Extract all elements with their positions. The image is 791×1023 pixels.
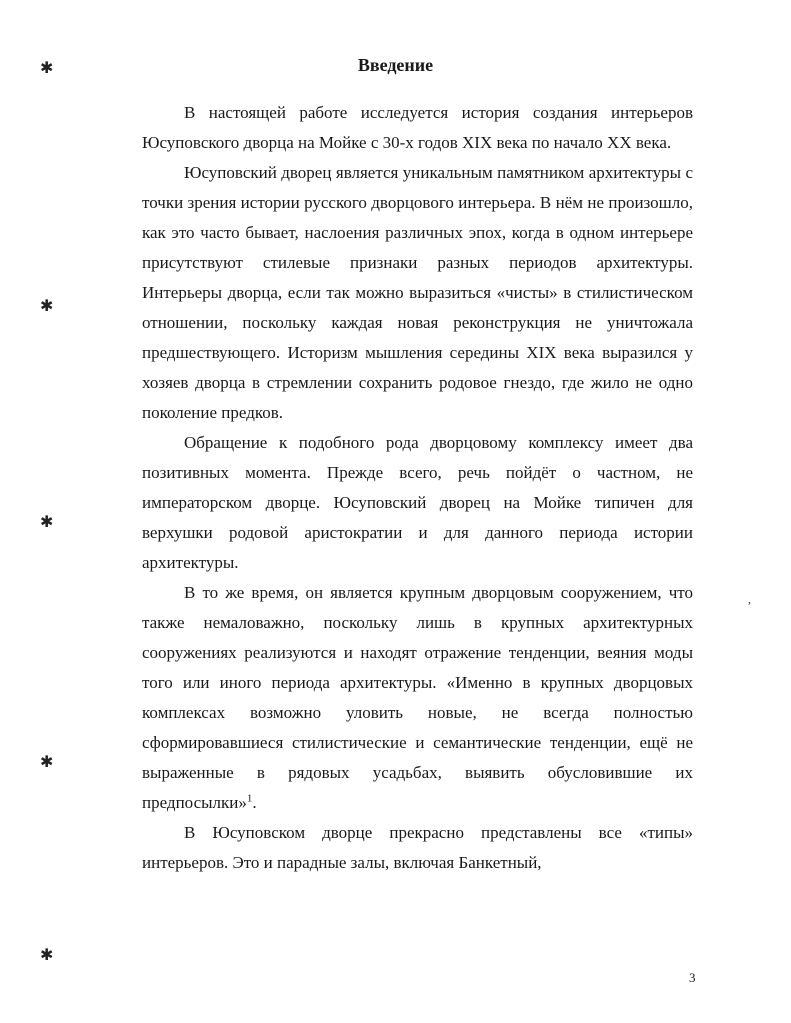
paragraph: В настоящей работе исследуется история создания интерьеров Юсуповского дворца на Мойке с 30-х годов XIX века по начало XX века. xyxy=(142,103,693,152)
margin-mark-icon: ✱ xyxy=(40,754,54,771)
paragraph-text: В то же время, он является крупным дворцовым сооружением, что также немаловажно, поскольку лишь в крупных архитектурных сооружениях реализуются и находят отражение тенденции, веяния моды того или иного периода архитектуры. «Именно в крупных дворцовых комплексах возможно уловить новые, не всегда полностью сформировавшиеся стилистические и семантические тенденции, ещё не выраженные в рядовых усадьбах, выявить обусловившие их предпосылки» xyxy=(142,583,693,812)
paragraph-end: . xyxy=(252,793,257,812)
page-number: 3 xyxy=(689,970,696,985)
body-text xyxy=(142,98,693,878)
margin-mark-icon: ✱ xyxy=(40,60,54,77)
margin-mark-icon: ✱ xyxy=(40,298,54,315)
paragraph: Обращение к подобного рода дворцовому комплексу имеет два позитивных момента. Прежде всего, речь пойдёт о частном, не императорском дворце. Юсуповский дворец на Мойке типичен для верхушки родовой аристократии и для данного периода истории архитектуры. xyxy=(142,433,693,572)
paragraph: В Юсуповском дворце прекрасно представлены все «типы» интерьеров. Это и парадные залы, включая Банкетный, xyxy=(142,823,693,872)
footnote-reference[interactable]: 1 xyxy=(246,792,253,805)
page-title: Введение xyxy=(357,55,434,75)
scan-speck: , xyxy=(748,592,751,606)
paragraph xyxy=(142,578,693,818)
paragraph: Юсуповский дворец является уникальным памятником архитектуры с точки зрения истории русского дворцового интерьера. В нём не произошло, как это часто бывает, наслоения различных эпох, когда в одном интерьере присутствуют стилевые признаки разных периодов архитектуры. Интерьеры дворца, если так можно выразиться «чисты» в стилистическом отношении, поскольку каждая новая реконструкция не уничтожала предшествующего. Историзм мышления середины XIX века выразился у хозяев дворца в стремлении сохранить родовое гнездо, где жило не одно поколение предков. xyxy=(142,163,693,422)
margin-mark-icon: ✱ xyxy=(40,947,54,964)
margin-mark-icon: ✱ xyxy=(40,514,54,531)
